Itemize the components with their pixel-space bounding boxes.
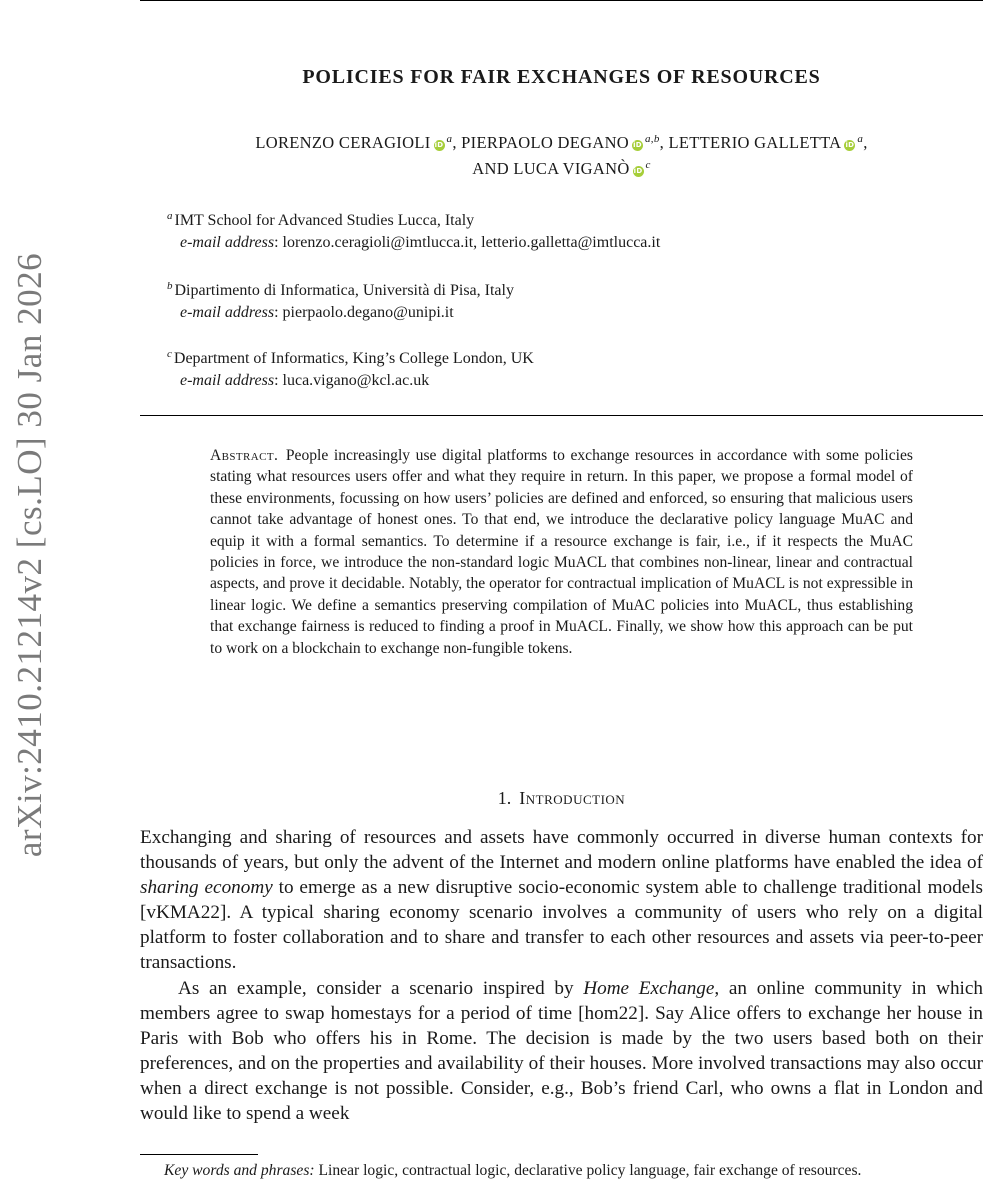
footnote-rule [140,1154,258,1155]
author-name: LORENZO CERAGIOLI [255,133,431,152]
affiliation-mark: b [167,280,173,292]
affiliation-b: $^b$ Dipartimento di Informatica, Università di Pisa, Italy e-mail address: pierpaolo.degano@unipi.it [167,280,514,321]
orcid-icon[interactable]: iD [633,141,642,149]
email-label: e-mail address [180,304,275,321]
author-separator: , [659,133,669,152]
arxiv-stamp: arXiv:2410.21214v2 [cs.LO] 30 Jan 2026 [10,252,49,858]
abstract-text: People increasingly use digital platforms to exchange resources in accordance with some policies stating what resources users offer and what they require in return. In this paper, we propose a formal model of these environments, focussing on how users’ policies are defined and enforced, so ensuring that malicious users cannot take advantage of honest ones. To that end, we introduce the declarative policy language MuAC and equip it with a formal semantics. To determine if a resource exchange is fair, i.e., if it respects the MuAC policies in force, we introduce the non-standard logic MuACL that combines non-linear, linear and contractual aspects, and prove it decidable. Notably, the operator for contractual implication of MuACL is not expressible in linear logic. We define a semantics preserving compilation of MuAC policies into MuACL, thus establishing that exchange fairness is reduced to finding a proof in MuACL. Finally, we show how this approach can be put to work on a blockchain to exchange non-fungible tokens. [210,447,913,657]
affiliation-mark: c [167,348,172,360]
body-text [140,825,983,1126]
section-number: 1. [497,788,512,808]
orcid-icon[interactable]: iD [633,167,643,175]
author-affil-mark: a [857,133,864,145]
email-address[interactable]: lorenzo.ceragioli@imtlucca.it, letterio.galletta@imtlucca.it [282,234,661,251]
orcid-icon[interactable]: iD [845,141,855,149]
paragraph-text: , an online community in which members agree to swap homestays for a period of time [hom22]. Say Alice offers to exchange her house in Paris with Bob who offers his in Rome. The decision is made by the two users based both on their preferences, and on the properties and availability of their houses. More involved transactions may also occur when a direct exchange is not possible. Consider, e.g., Bob’s friend Carl, who owns a flat in London and would like to spend a week [140,977,983,1125]
paper-title: POLICIES FOR FAIR EXCHANGES OF RESOURCES [302,66,821,88]
paragraph [140,825,983,976]
author-affil-mark: a [446,133,453,145]
footnote [140,1161,983,1181]
keywords-text: Linear logic, contractual logic, declarative policy language, fair exchange of resources. [318,1162,862,1179]
affiliation-institution: Dipartimento di Informatica, Università di Pisa, Italy [174,282,514,299]
author-name: LETTERIO GALLETTA [668,133,842,152]
email-label: e-mail address [180,234,275,251]
author-separator: , [863,133,868,152]
emphasis-text: sharing economy [140,877,273,899]
email-address[interactable]: luca.vigano@kcl.ac.uk [282,372,430,389]
affiliation-institution: Department of Informatics, King’s College London, UK [173,350,534,367]
email-label: e-mail address [180,372,275,389]
top-rule [140,0,983,1]
affiliation-a: $^a$ IMT School for Advanced Studies Lucca, Italy e-mail address: lorenzo.ceragioli@imtlucca.it, letterio.galletta@imtlucca.it [167,210,661,251]
keywords-label: Key words and phrases: [164,1162,315,1179]
affiliation-mark: a [167,210,173,222]
paragraph [140,976,983,1127]
email-address[interactable]: pierpaolo.degano@unipi.it [282,304,454,321]
section-title: Introduction [519,788,626,808]
emphasis-text: Home Exchange [583,977,715,999]
author-name: PIERPAOLO DEGANO [461,133,629,152]
abstract [210,445,913,659]
orcid-icon[interactable]: iD [434,141,444,149]
paragraph-text: to emerge as a new disruptive socio-economic system able to challenge traditional models [vKMA22]. A typical sharing economy scenario involves a community of users who rely on a digital platform to foster collaboration and to share and transfer to each other resources and assets via peer-to-peer transactions. [140,877,983,974]
author-affil-mark: c [645,159,651,171]
paragraph-text: As an example, consider a scenario inspired by [178,977,584,999]
author-separator: , [452,133,462,152]
paragraph-text: Exchanging and sharing of resources and assets have commonly occurred in diverse human contexts for thousands of years, but only the advent of the Internet and modern online platforms have enabled the idea of [140,827,983,874]
author-list [140,128,983,180]
abstract-label: Abstract. [210,447,279,464]
affiliation-institution: IMT School for Advanced Studies Lucca, Italy [174,212,475,229]
affiliation-c: $^c$ Department of Informatics, King’s College London, UK e-mail address: luca.vigano@kcl.ac.uk [167,348,534,389]
author-name: AND LUCA VIGANÒ [472,159,630,178]
author-affil-mark: a,b [645,133,660,145]
header-rule [140,415,983,416]
section-heading [140,788,983,809]
